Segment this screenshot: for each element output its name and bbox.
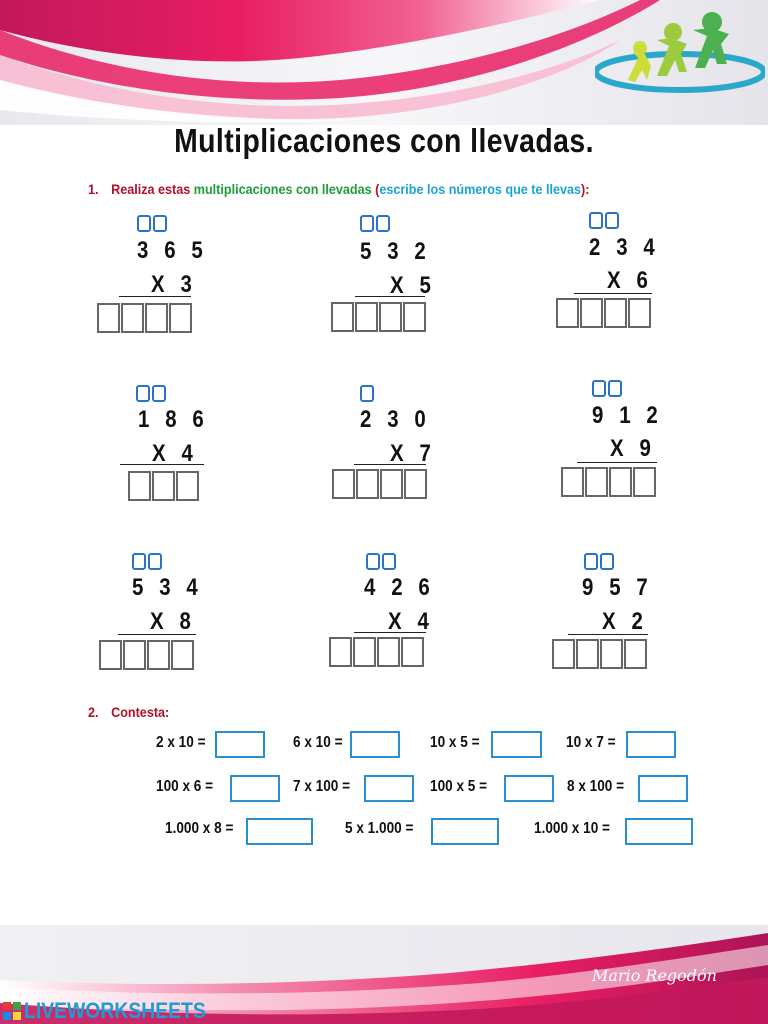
page-title: Multiplicaciones con llevadas. [174,122,594,159]
answer-input[interactable] [377,637,400,667]
instruction-text-a: Realiza estas [111,181,194,197]
multiplier: X 4 [152,440,198,467]
answer-input[interactable] [600,639,623,669]
answer-input[interactable] [628,298,651,328]
answer-input[interactable] [379,302,402,332]
answer-input[interactable] [147,640,170,670]
answer-boxes [99,640,194,670]
multiplicand: 5 3 4 [132,574,203,601]
carry-input[interactable] [592,380,606,397]
carry-input[interactable] [366,553,380,570]
answer-input[interactable] [624,639,647,669]
sum-line [355,296,425,297]
equation-label: 10 x 5 = [430,734,480,751]
answer-input[interactable] [329,637,352,667]
answer-input[interactable] [128,471,151,501]
answer-input[interactable] [176,471,199,501]
answer-field[interactable] [431,818,499,845]
answer-input[interactable] [353,637,376,667]
answer-input[interactable] [356,469,379,499]
multiplier: X 3 [151,271,197,298]
equation-label: 6 x 10 = [293,734,343,751]
answer-boxes [561,467,656,497]
carry-input[interactable] [605,212,619,229]
answer-input[interactable] [123,640,146,670]
instruction-number: 1. [88,181,99,197]
answer-field[interactable] [504,775,554,802]
carry-boxes [366,553,396,573]
answer-input[interactable] [404,469,427,499]
sum-line [120,464,204,465]
carry-boxes [589,212,619,232]
answer-field[interactable] [364,775,414,802]
answer-input[interactable] [576,639,599,669]
answer-field[interactable] [246,818,313,845]
equation-label: 1.000 x 10 = [534,820,611,837]
carry-input[interactable] [360,385,374,402]
carry-boxes [136,385,166,405]
carry-input[interactable] [152,385,166,402]
carry-boxes [360,215,390,235]
problem-7 [98,553,238,693]
answer-boxes [128,471,199,501]
answer-boxes [332,469,427,499]
carry-input[interactable] [153,215,167,232]
multiplier: X 4 [388,608,434,635]
answer-input[interactable] [561,467,584,497]
carry-boxes [584,553,614,573]
carry-input[interactable] [589,212,603,229]
answer-input[interactable] [556,298,579,328]
equation-label: 100 x 6 = [156,778,214,795]
carry-input[interactable] [360,215,374,232]
answer-boxes [329,637,424,667]
answer-input[interactable] [633,467,656,497]
answer-input[interactable] [552,639,575,669]
answer-field[interactable] [625,818,693,845]
sum-line [354,464,426,465]
multiplier: X 9 [610,435,656,462]
answer-input[interactable] [121,303,144,333]
answer-field[interactable] [215,731,265,758]
carry-input[interactable] [376,215,390,232]
sum-line [568,634,648,635]
problem-2 [330,215,470,355]
carry-input[interactable] [148,553,162,570]
multiplicand: 9 5 7 [582,574,653,601]
equation-label: 7 x 100 = [293,778,351,795]
answer-input[interactable] [355,302,378,332]
answer-input[interactable] [97,303,120,333]
answer-input[interactable] [99,640,122,670]
multiplier: X 5 [390,272,436,299]
equation-label: 2 x 10 = [156,734,206,751]
answer-input[interactable] [152,471,175,501]
multiplicand: 4 2 6 [364,574,435,601]
carry-input[interactable] [608,380,622,397]
problem-3 [555,212,695,352]
answer-input[interactable] [145,303,168,333]
multiplicand: 9 1 2 [592,402,663,429]
answer-input[interactable] [609,467,632,497]
carry-input[interactable] [584,553,598,570]
carry-boxes [132,553,162,573]
answer-field[interactable] [638,775,688,802]
carry-input[interactable] [600,553,614,570]
answer-input[interactable] [169,303,192,333]
answer-field[interactable] [230,775,280,802]
answer-input[interactable] [604,298,627,328]
multiplicand: 2 3 0 [360,406,431,433]
carry-input[interactable] [136,385,150,402]
problem-9 [552,553,692,693]
equation-label: 5 x 1.000 = [345,820,414,837]
problem-5 [330,385,470,525]
liveworksheets-wordmark: LIVEWORKSHEETS [24,998,206,1023]
carry-boxes [592,380,622,400]
equation-label: 8 x 100 = [567,778,625,795]
sum-line [119,296,191,297]
answer-boxes [331,302,426,332]
multiplicand: 2 3 4 [589,234,660,261]
instruction-text-c: ( [371,181,380,197]
answer-input[interactable] [403,302,426,332]
answer-input[interactable] [332,469,355,499]
instruction-text-e: ): [581,181,590,197]
equation-label: 100 x 5 = [430,778,488,795]
sum-line [118,634,196,635]
carry-boxes [137,215,167,235]
answer-input[interactable] [580,298,603,328]
instruction-text-d: escribe los números que te llevas [379,181,582,197]
multiplicand: 1 8 6 [138,406,209,433]
author-signature: Mario Regodón [592,966,717,985]
question-2 [88,704,169,720]
answer-boxes [552,639,647,669]
multiplier: X 2 [602,608,648,635]
multiplicand: 3 6 5 [137,237,208,264]
multiplier: X 8 [150,608,196,635]
instruction-1 [88,181,589,197]
sum-line [354,632,426,633]
problem-6 [560,380,700,520]
multiplier: X 7 [390,440,436,467]
question-2-number: 2. [88,704,99,720]
carry-input[interactable] [382,553,396,570]
answer-input[interactable] [331,302,354,332]
problem-4 [120,385,260,525]
carry-input[interactable] [132,553,146,570]
answer-input[interactable] [380,469,403,499]
equation-label: 10 x 7 = [566,734,616,751]
problem-8 [328,553,468,693]
carry-input[interactable] [137,215,151,232]
question-2-label: Contesta: [111,704,170,720]
sum-line [577,462,657,463]
answer-boxes [97,303,192,333]
multiplier: X 6 [607,267,653,294]
liveworksheets-icon [2,1001,22,1021]
answer-boxes [556,298,651,328]
answer-input[interactable] [171,640,194,670]
answer-input[interactable] [585,467,608,497]
instruction-text-b: multiplicaciones con llevadas [193,181,372,197]
answer-field[interactable] [626,731,676,758]
answer-field[interactable] [491,731,542,758]
kids-logo-icon [595,10,765,95]
answer-field[interactable] [350,731,400,758]
multiplicand: 5 3 2 [360,238,431,265]
carry-boxes [360,385,374,405]
answer-input[interactable] [401,637,424,667]
problem-1 [95,215,235,355]
sum-line [574,293,652,294]
equation-label: 1.000 x 8 = [165,820,234,837]
